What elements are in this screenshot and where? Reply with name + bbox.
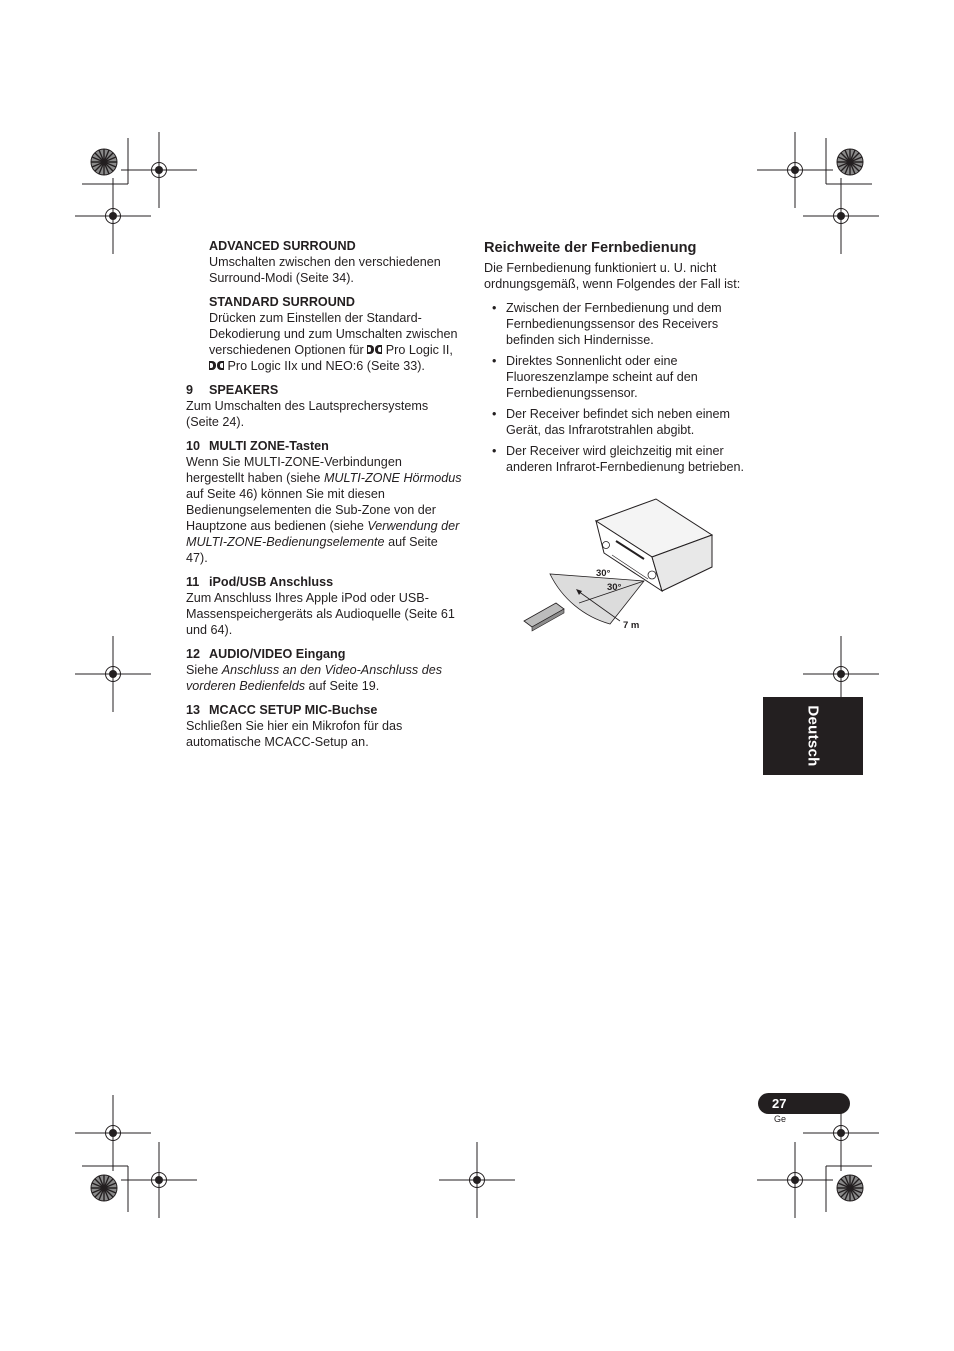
item-12-ref-1: Anschluss an den Video-Anschluss des vorderen Bedienfelds — [186, 663, 443, 693]
advanced-surround-title: ADVANCED SURROUND — [209, 239, 356, 253]
receiver-illustration — [596, 499, 712, 591]
item-12 — [186, 646, 462, 694]
item-10-text-3: auf Seite 47). — [186, 535, 438, 565]
item-11 — [186, 574, 462, 638]
distance-label: 7 m — [623, 620, 640, 631]
left-column — [186, 238, 462, 758]
item-9-title: SPEAKERS — [209, 383, 279, 397]
standard-surround-block — [209, 294, 462, 374]
language-code: Ge — [774, 1114, 787, 1124]
standard-surround-text — [209, 310, 462, 374]
remote-control-illustration — [524, 603, 564, 631]
item-12-number: 12 — [186, 647, 201, 661]
dolby-logo-icon — [209, 361, 224, 370]
item-10-text-1: Wenn Sie MULTI-ZONE-Verbindungen hergestellt haben (siehe — [186, 455, 402, 485]
page-number: 27 — [758, 1093, 850, 1114]
item-10-text — [186, 454, 462, 566]
item-12-title: AUDIO/VIDEO Eingang — [209, 647, 346, 661]
item-10-ref-2: Verwendung der MULTI-ZONE-Bedienungselemente — [186, 519, 460, 549]
item-9-text: Zum Umschalten des Lautsprechersystems (Seite 24). — [186, 399, 429, 429]
standard-surround-title: STANDARD SURROUND — [209, 295, 355, 309]
remote-range-diagram — [520, 495, 720, 640]
item-13-number: 13 — [186, 703, 201, 717]
standard-surround-text-2: Pro Logic II, — [385, 343, 453, 357]
advanced-surround-text: Umschalten zwischen den verschiedenen Surround-Modi (Seite 34). — [209, 255, 441, 285]
standard-surround-text-3: Pro Logic IIx und NEO:6 (Seite 33). — [227, 359, 425, 373]
standard-surround-text-1: Drücken zum Einstellen der Standard-Dekodierung und zum Umschalten zwischen verschiedenen Optionen für — [209, 311, 458, 357]
list-item: • Der Receiver befindet sich neben einem Gerät, das Infrarotstrahlen abgibt. — [484, 406, 756, 438]
bottom-left-marks — [75, 1095, 197, 1218]
item-10-title: MULTI ZONE-Tasten — [209, 439, 329, 453]
item-13-text: Schließen Sie hier ein Mikrofon für das automatische MCACC-Setup an. — [186, 719, 403, 749]
item-10-ref-1: MULTI-ZONE Hörmodus — [323, 471, 462, 485]
top-left-marks — [75, 132, 197, 254]
section-intro: Die Fernbedienung funktioniert u. U. nicht ordnungsgemäß, wenn Folgendes der Fall ist: — [484, 261, 741, 291]
conditions-list — [484, 300, 756, 475]
advanced-surround-block — [209, 238, 462, 286]
list-item: • Zwischen der Fernbedienung und dem Fernbedienungssensor des Receivers befinden sich Hindernisse. — [484, 300, 756, 348]
language-tab — [763, 697, 863, 775]
item-11-text: Zum Anschluss Ihres Apple iPod oder USB-Massenspeichergeräts als Audioquelle (Seite 61 und 64). — [186, 591, 455, 637]
list-item: • Der Receiver wird gleichzeitig mit einer anderen Infrarot-Fernbedienung betrieben. — [484, 443, 756, 475]
bottom-center-mark — [439, 1142, 515, 1218]
item-12-text-2: auf Seite 19. — [308, 679, 380, 693]
item-11-title: iPod/USB Anschluss — [209, 575, 334, 589]
range-cone — [550, 574, 644, 624]
section-title: Reichweite der Fernbedienung — [484, 240, 697, 256]
item-9 — [186, 382, 462, 430]
item-10-text-2: auf Seite 46) können Sie mit diesen Bedienungselementen die Sub-Zone von der Hauptzone aus bedienen (siehe — [186, 487, 436, 533]
item-13-title: MCACC SETUP MIC-Buchse — [209, 703, 378, 717]
language-tab-label: Deutsch — [804, 705, 822, 767]
item-12-text — [186, 662, 462, 694]
right-column — [484, 238, 756, 480]
angle-label-1: 30° — [596, 568, 611, 579]
item-10 — [186, 438, 462, 566]
list-item: • Direktes Sonnenlicht oder eine Fluoreszenzlampe scheint auf den Fernbedienungssensor. — [484, 353, 756, 401]
top-right-marks — [757, 132, 879, 254]
item-9-number: 9 — [186, 383, 194, 397]
item-11-number: 11 — [186, 575, 200, 589]
item-10-number: 10 — [186, 439, 201, 453]
item-13 — [186, 702, 462, 750]
item-12-text-1: Siehe — [186, 663, 219, 677]
dolby-logo-icon — [367, 345, 382, 354]
angle-label-2: 30° — [607, 582, 622, 593]
